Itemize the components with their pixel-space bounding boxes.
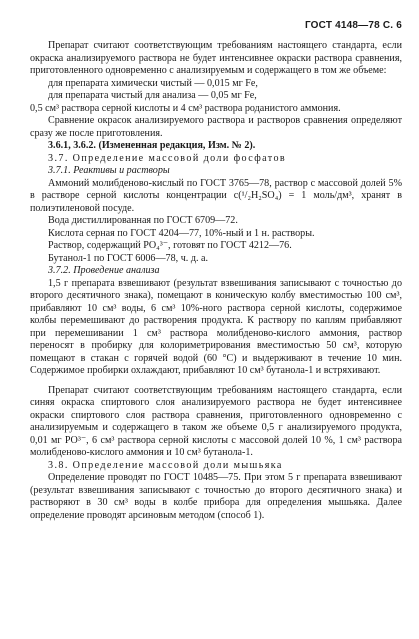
- paragraph-sulfuric-acid-volume: 0,5 см³ раствора серной кислоты и 4 см³ раствора роданистого аммония.: [30, 102, 341, 114]
- list-item-chemically-pure: для препарата химически чистый — 0,015 мг Fe,: [48, 77, 258, 89]
- paragraph-iron-requirement: Препарат считают соответствующим требованиям настоящего стандарта, если окраска анализируемого раствора не будет интенсивнее окраски раствора сравнения, приготовленного одновременно с анализируемым и содержащего в том же объеме:: [30, 40, 402, 76]
- reagent-phosphate-solution: Раствор, содержащий PO₄³⁻, готовят по ГОСТ 4212—76.: [48, 240, 292, 251]
- amendment-note: 3.6.1, 3.6.2. (Измененная редакция, Изм. № 2).: [48, 140, 256, 151]
- paragraph-arsenic-procedure: Определение проводят по ГОСТ 10485—75. При этом 5 г препарата взвешивают (результат взвешивания записывают с точностью до второго десятичного знака) и растворяют в 30 см³ воды в колбе прибора для определения мышьяка. Далее определение проводят арсиновым методом (способ 1).: [30, 472, 402, 521]
- paragraph-analysis-procedure: 1,5 г препарата взвешивают (результат взвешивания записывают с точностью до второго десятичного знака), помещают в коническую колбу вместимостью 100 см³, прибавляют 10 см³ воды, 6 см³ 10%-ного раствора серной кислоты, содержимое колбы перемешивают до растворения продукта. К раствору по каплям прибавляют при перемешивании 1 см³ раствора молибденово-кислого аммония, раствор переносят в пробирку для колориметрирования вместимостью 50 см³, которую помещают в стакан с горячей водой (60 °C) и выдерживают в течение 10 мин. Содержимое пробирки охлаждают, прибавляют 10 см³ бутанола-1 и встряхивают.: [30, 277, 402, 376]
- document-page: [30, 14, 402, 522]
- section-heading-arsenic: 3.8. Определение массовой доли мышьяка: [48, 459, 283, 471]
- reagent-sulfuric-acid: Кислота серная по ГОСТ 4204—77, 10%-ный и 1 н. растворы.: [48, 227, 315, 239]
- reagent-butanol: Бутанол-1 по ГОСТ 6006—78, ч. д. а.: [48, 252, 209, 264]
- paragraph-phosphate-requirement: Препарат считают соответствующим требованиям настоящего стандарта, если синяя окраска спиртового слоя анализируемого раствора не будет интенсивнее окраски спиртового слоя раствора сравнения, приготовленного одновременно с анализируемым и содержащего в таком же объеме 0,5 г анализируемого продукта, 0,01 мг PO³⁻, 6 см³ раствора серной кислоты с массовой долей 10 %, 1 см³ раствора молибденово-кислого аммония и 10 см³ бутанола-1.: [30, 384, 402, 458]
- section-heading-phosphates: 3.7. Определение массовой доли фосфатов: [48, 152, 287, 164]
- subsection-heading-reagents: 3.7.1. Реактивы и растворы: [48, 165, 170, 176]
- reagent-distilled-water: Вода дистиллированная по ГОСТ 6709—72.: [48, 215, 238, 226]
- paragraph-comparison: Сравнение окрасок анализируемого раствора и растворов сравнения определяют сразу же после приготовления.: [30, 115, 402, 139]
- subsection-heading-analysis: 3.7.2. Проведение анализа: [48, 265, 160, 276]
- page-header: ГОСТ 4148—78 С. 6: [304, 20, 402, 31]
- reagent-ammonium-molybdate: Аммоний молибденово-кислый по ГОСТ 3765—78, раствор с массовой долей 5% в растворе серной кислоты концентрации с(¹/₂H₂SO₄) = 1 моль/дм³, хранят в полиэтиленовой посуде.: [30, 177, 402, 214]
- list-item-analytical-pure: для препарата чистый для анализа — 0,05 мг Fe,: [48, 90, 257, 101]
